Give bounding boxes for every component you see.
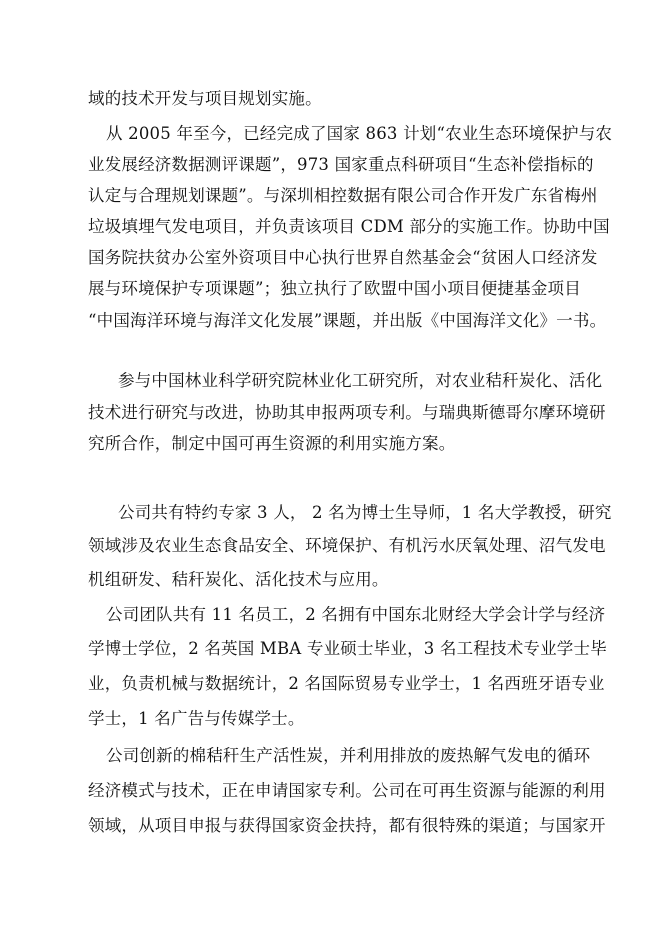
- text-line: 业发展经济数据测评课题”，973 国家重点科研项目“生态补偿指标的: [88, 155, 594, 174]
- text-line: 公司共有特约专家 3 人， 2 名为博士生导师，1 名大学教授，研究: [118, 503, 612, 522]
- text-line: 领域涉及农业生态食品安全、环境保护、有机污水厌氧处理、沼气发电: [88, 536, 606, 555]
- text-line: 从 2005 年至今，已经完成了国家 863 计划“农业生态环境保护与农: [106, 124, 613, 143]
- text-line: 国务院扶贫办公室外资项目中心执行世界自然基金会“贫困人口经济发: [88, 248, 598, 267]
- text-line: 业，负责机械与数据统计，2 名国际贸易专业学士，1 名西班牙语专业: [88, 674, 605, 693]
- text-line: 公司团队共有 11 名员工，2 名拥有中国东北财经大学会计学与经济: [106, 605, 606, 624]
- text-line: 学士，1 名广告与传媒学士。: [88, 709, 305, 728]
- text-line: 参与中国林业科学研究院林业化工研究所，对农业秸秆炭化、活化: [118, 371, 603, 390]
- text-line: 展与环境保护专项课题”；独立执行了欧盟中国小项目便捷基金项目: [88, 279, 581, 298]
- text-line: 公司创新的棉秸秆生产活性炭，并利用排放的废热解气发电的循环: [106, 746, 591, 765]
- text-line: 经济模式与技术，正在申请国家专利。公司在可再生资源与能源的利用: [88, 781, 606, 800]
- text-line: 垃圾填埋气发电项目，并负责该项目 CDM 部分的实施工作。协助中国: [88, 217, 610, 236]
- text-line: 机组研发、秸秆炭化、活化技术与应用。: [88, 570, 389, 589]
- text-line: 域的技术开发与项目规划实施。: [88, 89, 322, 108]
- text-line: 技术进行研究与改进，协助其申报两项专利。与瑞典斯德哥尔摩环境研: [88, 403, 606, 422]
- text-line: 领域，从项目申报与获得国家资金扶持，都有很特殊的渠道；与国家开: [88, 816, 606, 835]
- text-line: “中国海洋环境与海洋文化发展”课题，并出版《中国海洋文化》一书。: [88, 311, 607, 330]
- text-line: 学博士学位，2 名英国 MBA 专业硕士毕业，3 名工程技术专业学士毕: [88, 639, 607, 658]
- text-line: 究所合作，制定中国可再生资源的利用实施方案。: [88, 434, 456, 453]
- text-line: 认定与合理规划课题”。与深圳相控数据有限公司合作开发广东省梅州: [88, 186, 598, 205]
